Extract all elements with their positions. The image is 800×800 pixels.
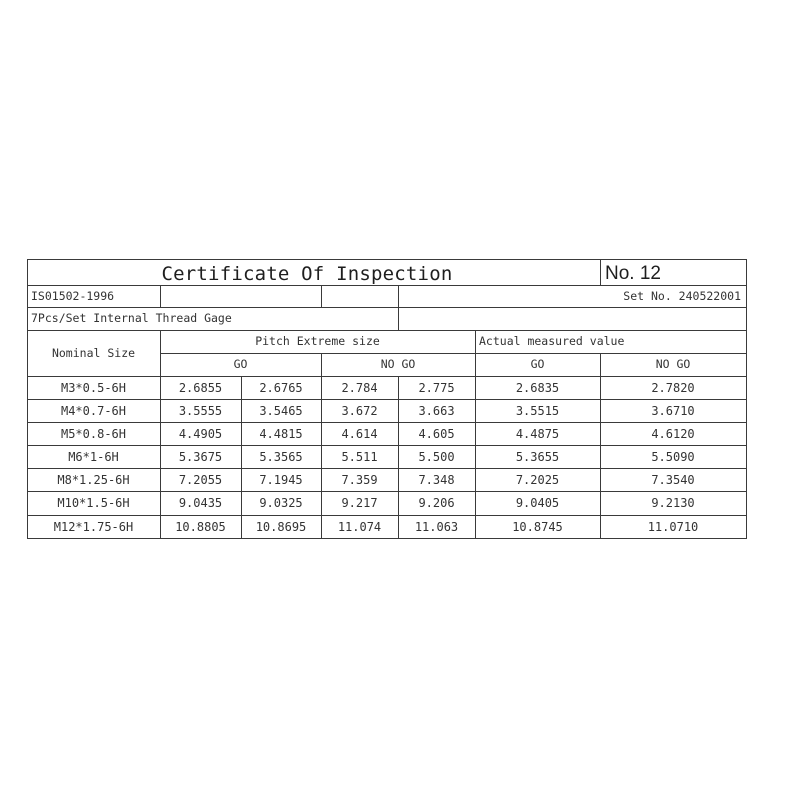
- cell-go-max: 2.6855: [178, 381, 223, 395]
- cell-actual-no-go: 11.0710: [647, 520, 699, 534]
- cell-go-min: 10.8695: [255, 520, 307, 534]
- cell-go-max: 10.8805: [175, 520, 226, 534]
- cell-nogo-min: 2.775: [418, 381, 455, 395]
- rule: [27, 445, 747, 446]
- rule: [27, 307, 747, 308]
- rule: [600, 259, 601, 285]
- certificate-title: Certificate Of Inspection: [161, 263, 453, 285]
- rule: [27, 538, 747, 539]
- cell-nogo-min: 7.348: [418, 473, 455, 487]
- cell-actual-go: 2.6835: [515, 381, 560, 395]
- cell-nominal-size: M5*0.8-6H: [60, 427, 127, 441]
- cell-nominal-size: M6*1-6H: [68, 450, 119, 464]
- rule: [600, 353, 601, 539]
- rule: [27, 491, 747, 492]
- rule: [27, 376, 747, 377]
- rule: [746, 259, 747, 539]
- header-actual-measured-value: Actual measured value: [479, 334, 625, 348]
- cell-nominal-size: M4*0.7-6H: [60, 404, 127, 418]
- cell-go-max: 3.5555: [178, 404, 223, 418]
- rule: [160, 353, 747, 354]
- cell-go-max: 5.3675: [178, 450, 223, 464]
- cell-nogo-max: 11.074: [337, 520, 382, 534]
- cell-actual-go: 3.5515: [515, 404, 560, 418]
- cell-nogo-max: 4.614: [341, 427, 378, 441]
- cell-actual-go: 10.8745: [512, 520, 563, 534]
- cell-nogo-min: 5.500: [418, 450, 455, 464]
- cell-go-min: 2.6765: [259, 381, 303, 395]
- cell-actual-go: 5.3655: [515, 450, 560, 464]
- rule: [321, 353, 322, 539]
- cell-go-min: 7.1945: [259, 473, 303, 487]
- cell-go-max: 4.4905: [178, 427, 223, 441]
- cell-go-min: 4.4815: [259, 427, 303, 441]
- cell-go-max: 7.2055: [178, 473, 223, 487]
- header-actual-no-go: NO GO: [655, 357, 691, 371]
- rule: [27, 285, 747, 286]
- cell-actual-go: 9.0405: [515, 496, 560, 510]
- set-number: Set No. 240522001: [623, 289, 741, 303]
- standard-code: IS01502-1996: [31, 289, 115, 303]
- cell-actual-go: 7.2025: [515, 473, 560, 487]
- rule: [27, 399, 747, 400]
- rule: [27, 515, 747, 516]
- cell-go-min: 9.0325: [259, 496, 303, 510]
- cell-nogo-min: 3.663: [418, 404, 455, 418]
- rule: [321, 285, 322, 307]
- inspection-certificate: [27, 259, 748, 540]
- header-go: GO: [233, 357, 248, 371]
- rule: [27, 422, 747, 423]
- header-pitch-extreme-size: Pitch Extreme size: [255, 334, 380, 348]
- certificate-number: No. 12: [605, 263, 661, 284]
- cell-nominal-size: M8*1.25-6H: [57, 473, 130, 487]
- cell-actual-no-go: 9.2130: [651, 496, 695, 510]
- cell-nogo-max: 9.217: [341, 496, 378, 510]
- cell-actual-no-go: 4.6120: [651, 427, 695, 441]
- cell-actual-no-go: 2.7820: [651, 381, 695, 395]
- cell-actual-no-go: 7.3540: [651, 473, 695, 487]
- rule: [27, 259, 747, 260]
- cell-nominal-size: M10*1.5-6H: [57, 496, 130, 510]
- rule: [27, 330, 747, 331]
- header-actual-go: GO: [530, 357, 545, 371]
- gage-description: 7Pcs/Set Internal Thread Gage: [31, 311, 232, 325]
- cell-nogo-min: 11.063: [414, 520, 459, 534]
- cell-nominal-size: M12*1.75-6H: [53, 520, 134, 534]
- rule: [27, 468, 747, 469]
- rule: [398, 285, 399, 330]
- header-nominal-size: Nominal Size: [51, 346, 136, 360]
- cell-nogo-max: 7.359: [341, 473, 378, 487]
- cell-go-min: 5.3565: [259, 450, 303, 464]
- cell-actual-no-go: 5.5090: [651, 450, 695, 464]
- cell-go-max: 9.0435: [178, 496, 223, 510]
- cell-go-min: 3.5465: [259, 404, 303, 418]
- cell-nogo-min: 9.206: [418, 496, 455, 510]
- cell-nogo-max: 3.672: [341, 404, 378, 418]
- cell-nogo-max: 2.784: [341, 381, 378, 395]
- cell-nogo-min: 4.605: [418, 427, 455, 441]
- cell-nogo-max: 5.511: [341, 450, 378, 464]
- header-no-go: NO GO: [380, 357, 416, 371]
- cell-actual-no-go: 3.6710: [651, 404, 695, 418]
- cell-nominal-size: M3*0.5-6H: [60, 381, 127, 395]
- rule: [160, 285, 161, 307]
- cell-actual-go: 4.4875: [515, 427, 560, 441]
